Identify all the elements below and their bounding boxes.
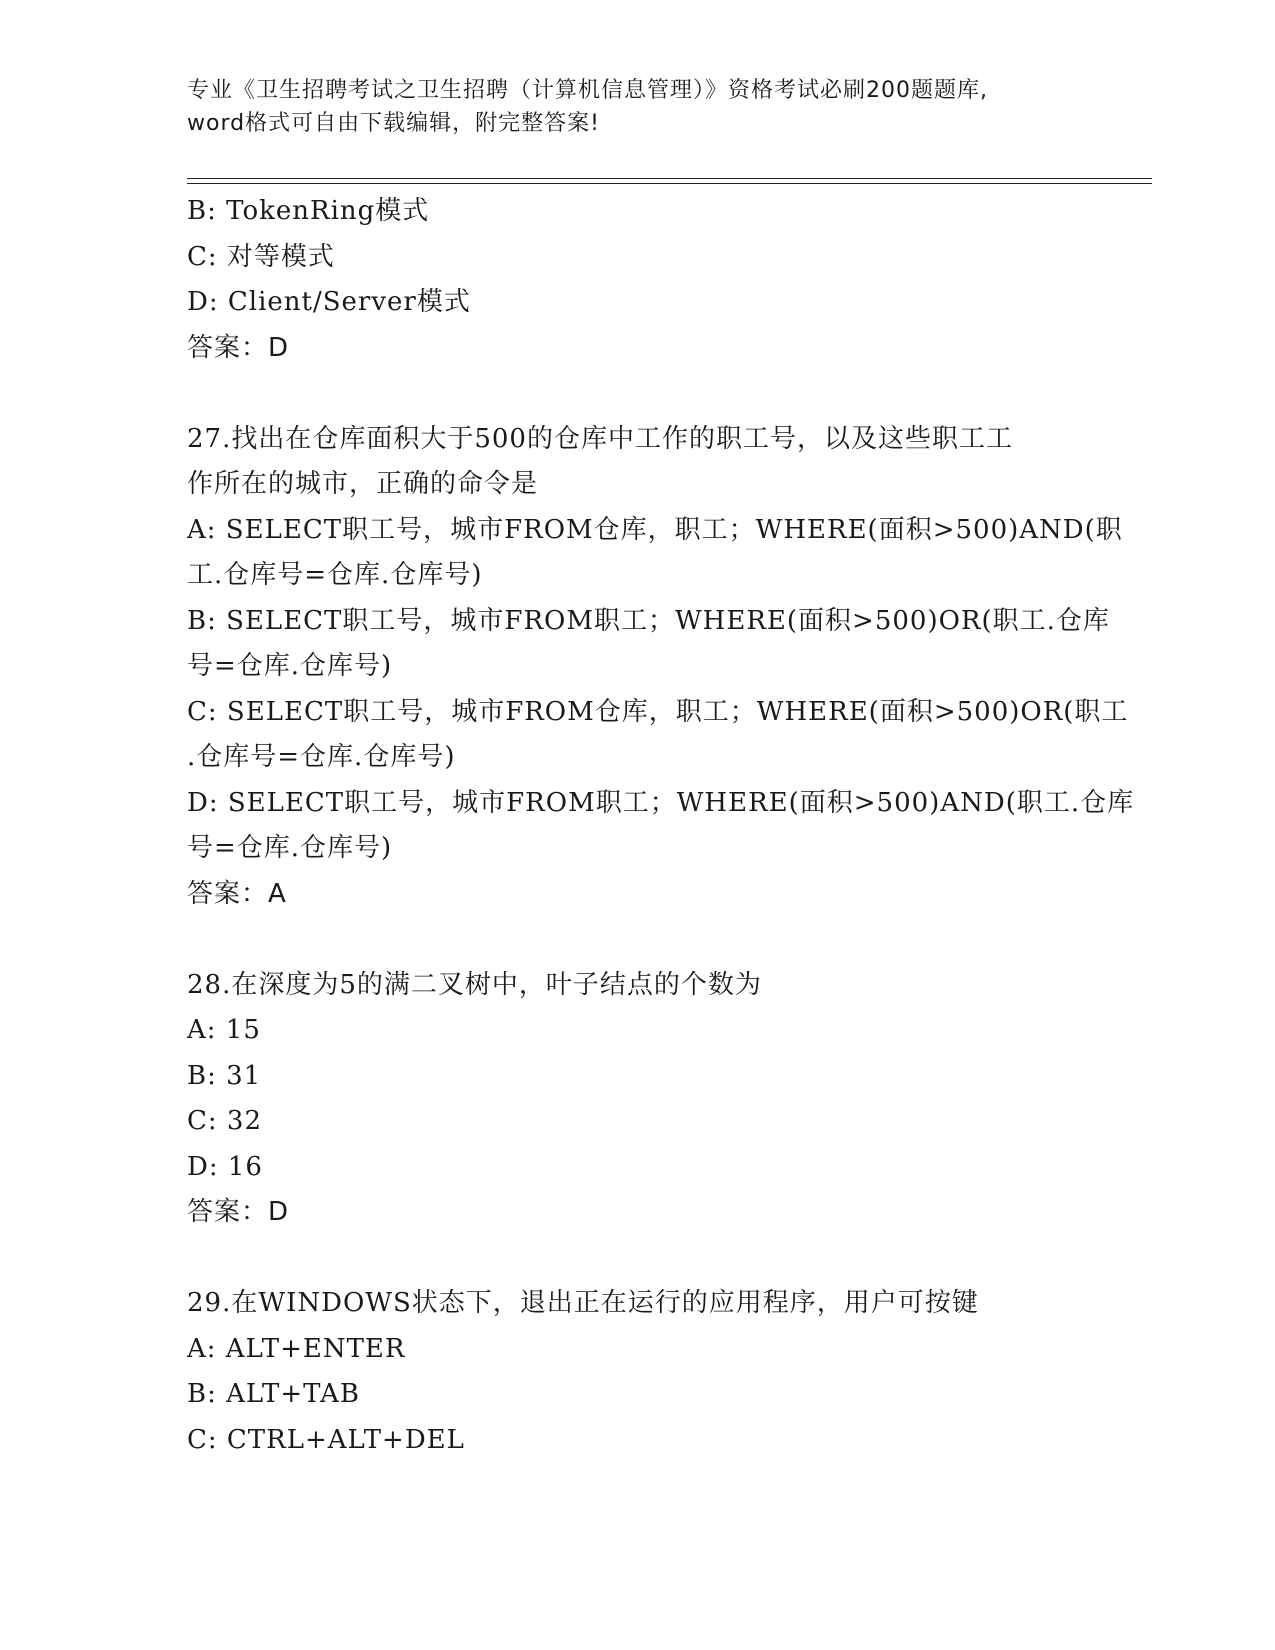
q27-option-b-line-1: B: SELECT职工号，城市FROM职工；WHERE(面积>500)OR(职工.仓库 xyxy=(187,605,1110,636)
q28-option-c: C: 32 xyxy=(187,1106,263,1136)
q27-option-c-line-2: .仓库号=仓库.仓库号) xyxy=(187,742,456,772)
q29-option-c: C: CTRL+ALT+DEL xyxy=(187,1424,465,1455)
q27-answer: 答案：A xyxy=(187,878,287,909)
q28-question: 28.在深度为5的满二叉树中，叶子结点的个数为 xyxy=(187,969,762,1000)
q28-option-d: D: 16 xyxy=(187,1151,263,1182)
q27-option-a-line-2: 工.仓库号=仓库.仓库号) xyxy=(187,560,483,590)
header-title-line-2: word格式可自由下载编辑，附完整答案! xyxy=(187,111,600,136)
q28-answer: 答案：D xyxy=(187,1197,290,1227)
q29-option-a: A: ALT+ENTER xyxy=(187,1333,406,1364)
header-divider-top xyxy=(187,178,1152,179)
q27-option-a-line-1: A: SELECT职工号，城市FROM仓库，职工；WHERE(面积>500)AND(职 xyxy=(187,514,1123,545)
header-title-line-1: 专业《卫生招聘考试之卫生招聘（计算机信息管理）》资格考试必刷200题题库, xyxy=(187,78,988,103)
q27-option-b-line-2: 号=仓库.仓库号) xyxy=(187,651,393,681)
q28-option-a: A: 15 xyxy=(187,1015,261,1045)
q26-option-c: C: 对等模式 xyxy=(187,241,335,272)
q26-option-b: B: TokenRing模式 xyxy=(187,196,430,226)
q29-question: 29.在WINDOWS状态下，退出正在运行的应用程序，用户可按键 xyxy=(187,1288,979,1318)
q27-question-line-1: 27.找出在仓库面积大于500的仓库中工作的职工号，以及这些职工工 xyxy=(187,423,1013,454)
header-divider-bottom xyxy=(187,183,1152,184)
spacer xyxy=(187,1236,1087,1282)
question-28 xyxy=(187,963,1087,1236)
spacer xyxy=(187,371,1087,417)
q26-answer: 答案：D xyxy=(187,332,290,363)
q29-option-b: B: ALT+TAB xyxy=(187,1379,360,1409)
q27-option-c-line-1: C: SELECT职工号，城市FROM仓库，职工；WHERE(面积>500)OR(职工 xyxy=(187,696,1129,727)
q27-question-line-2: 作所在的城市，正确的命令是 xyxy=(187,469,539,499)
question-27 xyxy=(187,417,1135,918)
question-29 xyxy=(187,1281,1087,1463)
document-header xyxy=(187,74,1087,140)
q27-option-d-line-2: 号=仓库.仓库号) xyxy=(187,833,393,863)
question-list xyxy=(187,189,1135,1463)
q28-option-b: B: 31 xyxy=(187,1060,262,1091)
q26-option-d: D: Client/Server模式 xyxy=(187,287,471,317)
question-26-tail xyxy=(187,189,1087,371)
q27-option-d-line-1: D: SELECT职工号，城市FROM职工；WHERE(面积>500)AND(职工.仓库 xyxy=(187,787,1135,818)
spacer xyxy=(187,917,1087,963)
